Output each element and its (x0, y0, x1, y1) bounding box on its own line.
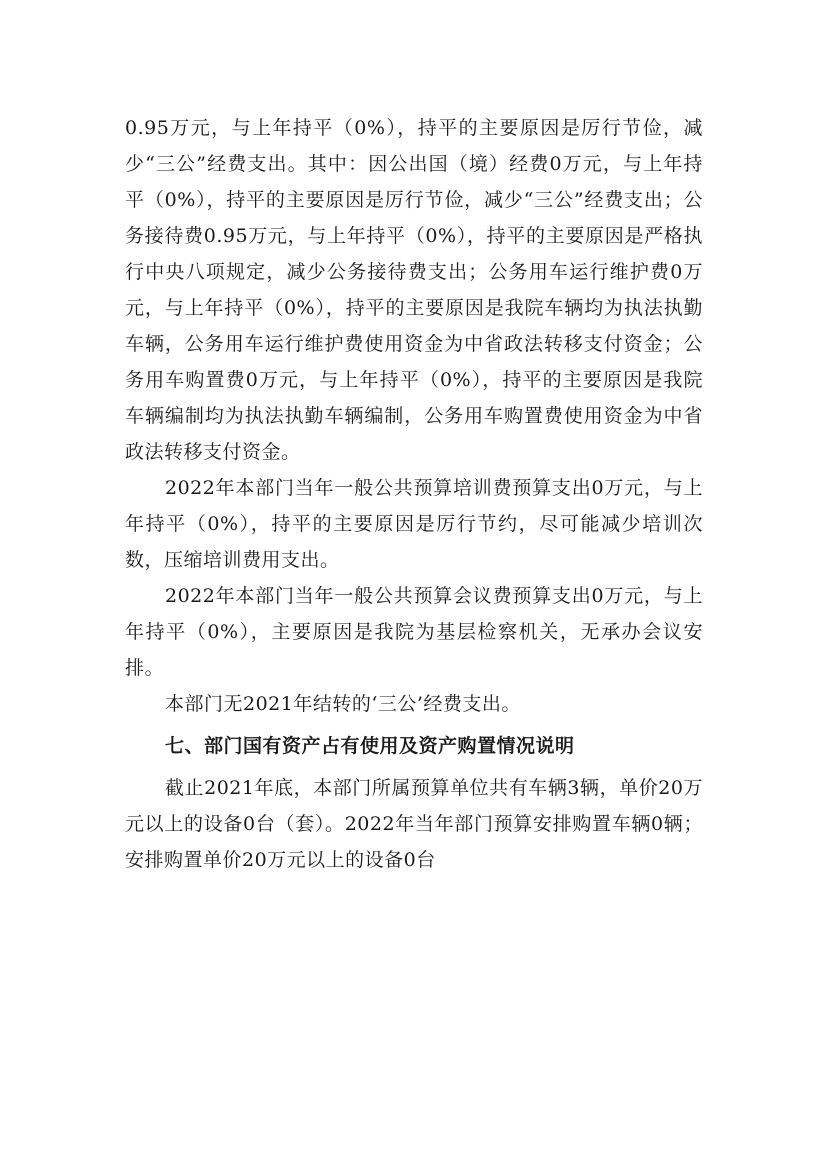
section-heading-state-assets: 七、部门国有资产占有使用及资产购置情况说明 (165, 735, 575, 757)
paragraph-three-public-expenses: 0.95万元，与上年持平（0%），持平的主要原因是厉行节俭，减少“三公”经费支出。其中：因公出国（境）经费0万元，与上年持平（0%），持平的主要原因是厉行节俭，减少“三公”经费支出；公务接待费0.95万元，与上年持平（0%），持平的主要原因是严格执行中央八项规定，减少公务接待费支出；公务用车运行维护费0万元，与上年持平（0%），持平的主要原因是我院车辆均为执法执勤车辆，公务用车运行维护费使用资金为中省政法转移支付资金；公务用车购置费0万元，与上年持平（0%），持平的主要原因是我院车辆编制均为执法执勤车辆编制，公务用车购置费使用资金为中省政法转移支付资金。 (125, 117, 703, 463)
paragraph-carryover-expenses: 本部门无2021年结转的‘三公’经费支出。 (165, 693, 521, 715)
paragraph-meeting-expenses: 2022年本部门当年一般公共预算会议费预算支出0万元，与上年持平（0%），主要原因是我院为基层检察机关，无承办会议安排。 (125, 585, 703, 679)
document-body (125, 110, 703, 878)
paragraph-state-assets: 截止2021年底，本部门所属预算单位共有车辆3辆，单价20万元以上的设备0台（套）。2022年当年部门预算安排购置车辆0辆；安排购置单价20万元以上的设备0台 (125, 777, 703, 871)
paragraph-training-expenses: 2022年本部门当年一般公共预算培训费预算支出0万元，与上年持平（0%），持平的主要原因是厉行节约，尽可能减少培训次数，压缩培训费用支出。 (125, 477, 703, 571)
